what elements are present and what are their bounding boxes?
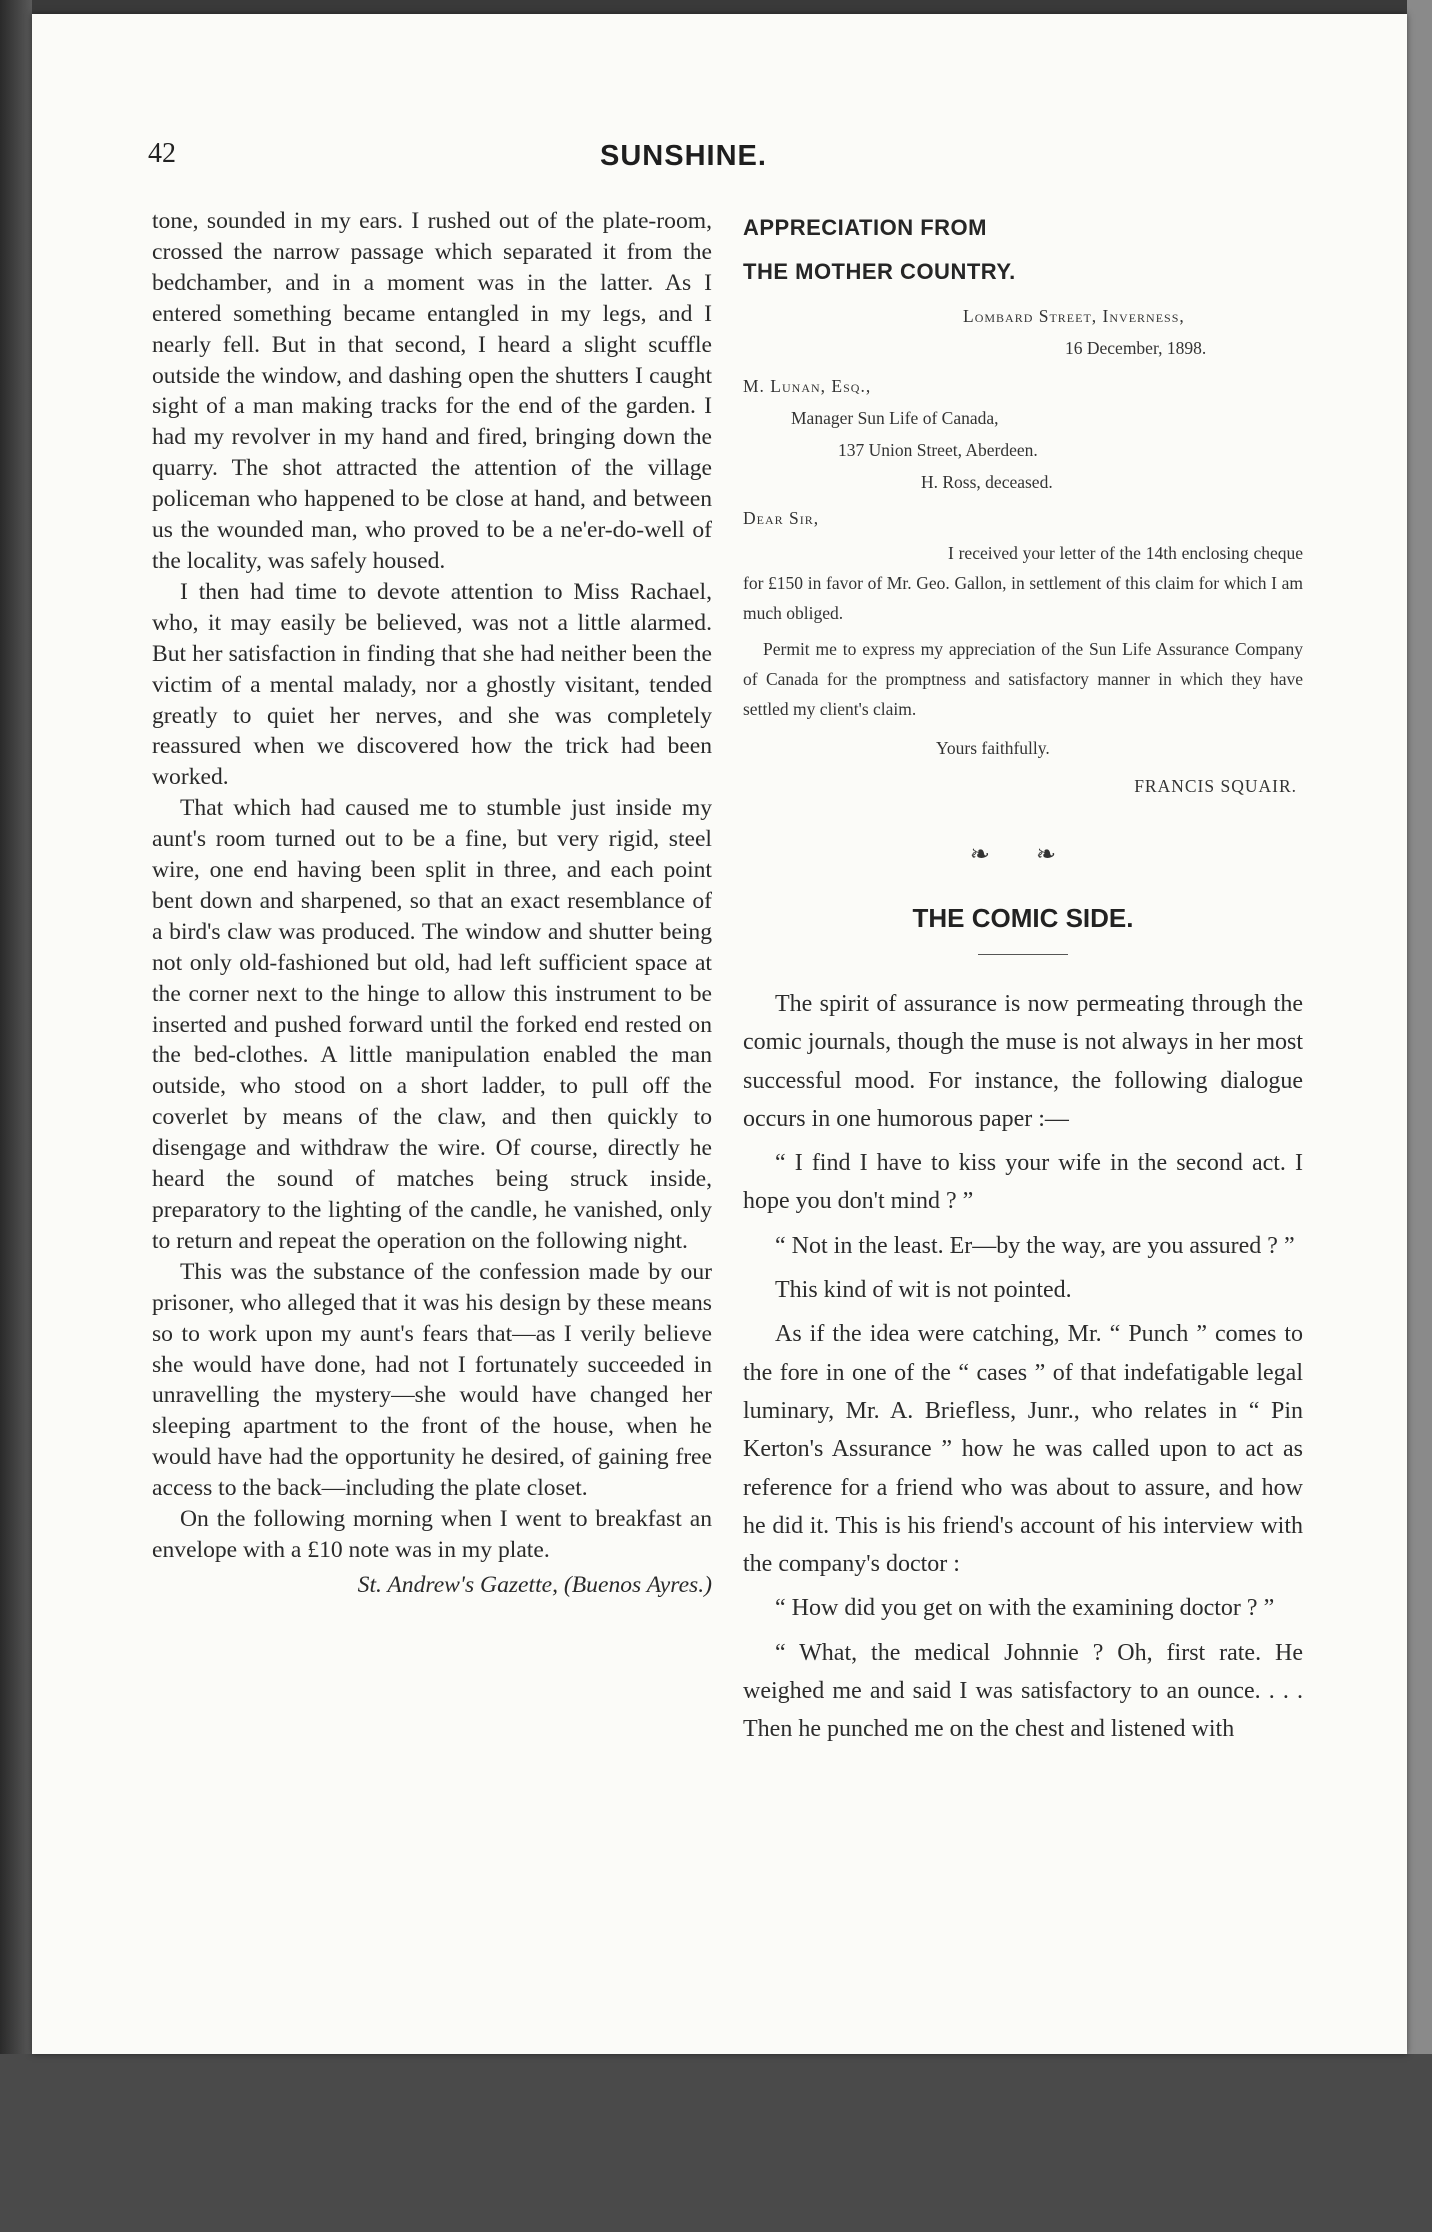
letter-recipient: M. Lunan, Esq., bbox=[743, 376, 872, 396]
comic-paragraph: As if the idea were catching, Mr. “ Punch ” comes to the fore in one of the “ cases ” of that indefatigable legal luminary, Mr. A. Briefless, Junr., who relates in “ Pin Kerton's Assurance ” how he was called upon to act as reference for a friend who was about to assure, and how he did it. This is his friend's account of his interview with the company's doctor : bbox=[743, 1321, 1303, 1578]
comic-paragraph: “ How did you get on with the examining doctor ? ” bbox=[775, 1595, 1275, 1622]
comic-paragraph: “ Not in the least. Er—by the way, are you assured ? ” bbox=[775, 1232, 1295, 1259]
letter-re: H. Ross, deceased. bbox=[921, 472, 1053, 492]
page-number: 42 bbox=[148, 138, 176, 169]
letter-body: I received your letter of the 14th enclosing cheque for £150 in favor of Mr. Geo. Gallon, in settlement of this claim for which I am much obliged. bbox=[743, 543, 1303, 623]
letter-body: Permit me to express my appreciation of the Sun Life Assurance Company of Canada for the promptness and satisfactory manner in which they have settled my client's claim. bbox=[743, 639, 1303, 719]
appreciation-heading-line1: APPRECIATION FROM bbox=[743, 215, 987, 240]
appreciation-heading-line2: THE MOTHER COUNTRY. bbox=[743, 259, 1016, 284]
heading-rule bbox=[978, 954, 1068, 955]
right-column bbox=[743, 206, 1303, 1755]
story-paragraph: This was the substance of the confession made by our prisoner, who alleged that it was his design by these means so to work upon my aunt's fears that—as I verily believe she would have done, had not I fortunately succeeded in unravelling the mystery—she would have changed her sleeping apartment to the front of the house, when he would have had the opportunity he desired, of gaining free access to the back—including the plate closet. bbox=[152, 1258, 712, 1502]
scan-border-bottom bbox=[0, 2054, 1432, 2232]
story-source: St. Andrew's Gazette, (Buenos Ayres.) bbox=[357, 1571, 712, 1598]
letter-address: Lombard Street, Inverness, bbox=[963, 306, 1185, 326]
comic-paragraph: “ I find I have to kiss your wife in the second act. I hope you don't mind ? ” bbox=[743, 1150, 1303, 1215]
section-ornament: ❧ ❧ bbox=[969, 842, 1077, 868]
letter-date: 16 December, 1898. bbox=[1065, 338, 1207, 358]
scan-border-left bbox=[0, 0, 32, 2054]
comic-paragraph: This kind of wit is not pointed. bbox=[775, 1277, 1072, 1304]
story-paragraph: tone, sounded in my ears. I rushed out of the plate-room, crossed the narrow passage which separated it from the bedchamber, and in a moment was in the latter. As I entered something became entangled in my legs, and I nearly fell. But in that second, I heard a slight scuffle outside the window, and dashing open the shutters I caught sight of a man making tracks for the end of the garden. I had my revolver in my hand and fired, bringing down the quarry. The shot attracted the attention of the village policeman who happened to be close at hand, and between us the wounded man, who proved to be a ne'er-do-well of the locality, was safely housed. bbox=[152, 208, 712, 574]
letter-closing: Yours faithfully. bbox=[936, 738, 1050, 758]
story-paragraph: That which had caused me to stumble just inside my aunt's room turned out to be a fine, but very rigid, steel wire, one end having been split in three, and each point bent down and sharpened, so that an exact resemblance of a bird's claw was produced. The window and shutter being not only old-fashioned but old, had left sufficient space at the corner next to the hinge to allow this instrument to be inserted and pushed forward until the forked end rested on the bed-clothes. A little manipulation enabled the man outside, who stood on a short ladder, to pull off the coverlet by means of the claw, and then quickly to disengage and withdraw the wire. Of course, directly he heard the sound of matches being struck inside, preparatory to the lighting of the candle, he vanished, only to return and repeat the operation on the following night. bbox=[152, 795, 712, 1254]
running-head: SUNSHINE. bbox=[600, 140, 767, 172]
comic-article bbox=[743, 985, 1303, 1749]
comic-paragraph: “ What, the medical Johnnie ? Oh, first rate. He weighed me and said I was satisfactory to an ounce. . . . Then he punched me on the chest and listened with bbox=[743, 1639, 1303, 1743]
letter-signature: FRANCIS SQUAIR. bbox=[1134, 776, 1297, 796]
story-paragraph: On the following morning when I went to breakfast an envelope with a £10 note was in my plate. bbox=[152, 1506, 712, 1563]
appreciation-letter bbox=[743, 300, 1303, 802]
letter-recipient-title: Manager Sun Life of Canada, bbox=[791, 408, 999, 428]
story-paragraph: I then had time to devote attention to Miss Rachael, who, it may easily be believed, was not a little alarmed. But her satisfaction in finding that she had neither been the victim of a mental malady, nor a ghostly visitant, tended greatly to quiet her nerves, and she was completely reassured when we discovered how the trick had been worked. bbox=[152, 578, 712, 791]
comic-heading: THE COMIC SIDE. bbox=[912, 903, 1134, 933]
comic-paragraph: The spirit of assurance is now permeating through the comic journals, though the muse is not always in her most successful mood. For instance, the following dialogue occurs in one humorous paper :— bbox=[743, 991, 1303, 1132]
scan-border-right bbox=[1407, 0, 1432, 2054]
letter-recipient-street: 137 Union Street, Aberdeen. bbox=[838, 440, 1038, 460]
story-column bbox=[152, 206, 712, 1601]
letter-salutation: Dear Sir, bbox=[743, 508, 820, 528]
